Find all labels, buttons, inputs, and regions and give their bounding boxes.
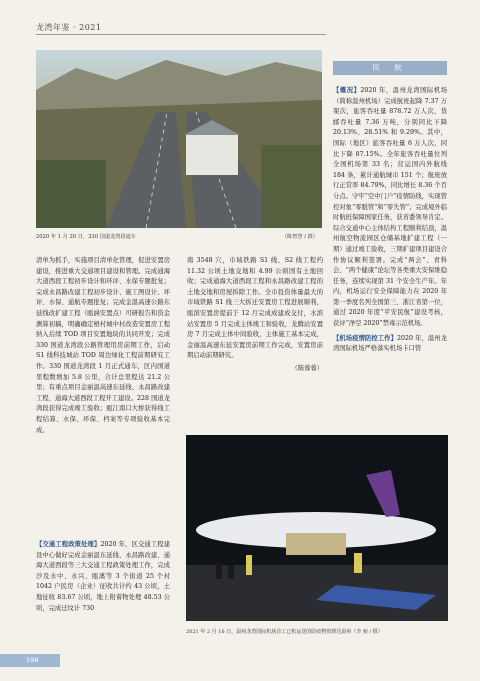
- column-2-author: （陈蓉蓉）: [291, 364, 323, 372]
- photo1-credit: （陈智慧 / 摄）: [281, 234, 318, 240]
- running-header: 龙湾年鉴 · 2021: [36, 23, 102, 32]
- epidemic-tag: 【机场疫情防控工作】: [333, 334, 397, 342]
- section-title: 民 航: [333, 61, 447, 75]
- airport-cargo-photo: [186, 435, 448, 621]
- airport-illustration: [186, 435, 448, 621]
- overview-text: 2020 年，温州龙湾国际机场（简称温州机场）完成航班起降 7.37 万架次，旅客吞吐量 878.72 万人次，货邮吞吐量 7.36 万吨，分别同比下降 20.13%、28.51% 和 9.29%。其中，国际（地区）旅客吞吐量 6 万人次，同比下降 87.15%。全年旅客吞吐量位列全国机场第 33 名；营运国内外航线 184 条，累计通航城市 151 个；航班放行正常率 84.79%，同比增长 8.36 个百分点。守牢“空中门户”疫情防线，实现管控对象“零脱管”和“零失管”；完成境外临时航班保障国家任务，获省委领导肯定。综合交通中心主体结构工程顺利结顶，温州航空物流园区仓储基地扩建工程（一期）通过竣工验收，三期扩建项目建设合作协议顺利签署。完成“两会”、青科会、“两个健康”论坛等各类重大安保维稳任务，连续实现第 31 个安全生产年。年内，机场运行安全保障能力在 2020 年第一季度名列全国第三、浙江省第一位，通过 2020 年度“平安民航”建设考核，获评“净空 2020”禁毒示范机场。: [333, 87, 447, 328]
- column-1: [36, 256, 170, 436]
- epidemic-paragraph: [333, 334, 447, 355]
- epidemic-text: 2020 年，温州龙湾国际机场严格落实机场卡口管: [333, 334, 448, 353]
- policy-text: 2020 年，区交通工程建设中心做好完成金丽温东延线、永昌路改建、通海大道西段等三大交通工程政策处理工作，完成沙及水中、水兴、瓯溪等 3 个街道 25 个村 1042 户民房（企业）征收共计约 43 公顷，土地征收 83.67 公顷，地上附着物处理 48.53 公顷，完成迁坟计 730: [36, 541, 171, 612]
- overview-tag: 【概况】: [333, 87, 361, 94]
- column-1-text: 清单为抓手，实施项目清单化管理，促进安置房建设，推进重大交通项目建设和管理。完成通海大道西段工程初步设计和环评、水保专题批复；完成永昌路改建工程初步设计、施工图设计、环评、水保、通航专题批复；完成金温高速公路东延线改扩建工程（瓯涵安置点）可研报告和资金测算初稿，明确确定梧村城中村改造安置房工程纳入后续 TOD 项目安置地块的共同开发；完成 330 国道龙湾段公路管理用房前期工作，启动 S1 线科技城站 TOD 周边绿化工程前期研究工作。330 国道龙湾段 1 月正式通车，区内国道里程数增加 5.8 公里，合计总里程达 21.2 公里；有重点项目金丽温高速东延线、永昌路改建工程、通海大道西段工程开工建设。228 国道龙湾段获得完成竣工验收；瓯江南口大桥获得线工程结算、水保、环保、档案等专项验收基本完成。: [36, 257, 170, 434]
- highway-illustration: [36, 50, 322, 228]
- page-number-bar: [0, 654, 60, 667]
- column-2: [187, 256, 323, 375]
- header-rule: [36, 34, 326, 35]
- column-2-text: 南 3548 穴，市域铁路 S1 线、S2 线工程约 11.32 公顷土地交地和 4.99 公顷国有土地回收；完成通海大道西段工程和永昌路改建工程的土地交地和房屋拆除工作。全市投资体量最大的市域铁路 S1 线三大拆迁安置房工程进展顺利，瓯滨安置房提前于 12 月完成成建成交付，水滨站安置房 5 月完成主体竣工和验收，龙腾站安置房 7 月完成主体中间验收，主体施工基本完成，金丽温高速东延安置房前期工作完成，安置房前期启动前期研究。: [187, 257, 323, 360]
- photo1-caption: 2020 年 1 月 20 日，330 国道龙湾段通车: [36, 234, 136, 240]
- column-1-lower: [36, 540, 170, 614]
- policy-tag: 【交通工程政策处理】: [36, 541, 101, 548]
- column-3: [333, 86, 447, 355]
- highway-photo: [36, 50, 322, 228]
- photo2-caption: 2021 年 2 月 16 日，温州龙湾国际机场首工已机运送的防疫物资到达温州（李 昶 / 摄）: [186, 629, 383, 635]
- policy-paragraph: [36, 540, 170, 614]
- photo1-caption-row: [36, 233, 322, 240]
- page-number: 198: [26, 656, 39, 664]
- aviation-overview: [333, 86, 447, 330]
